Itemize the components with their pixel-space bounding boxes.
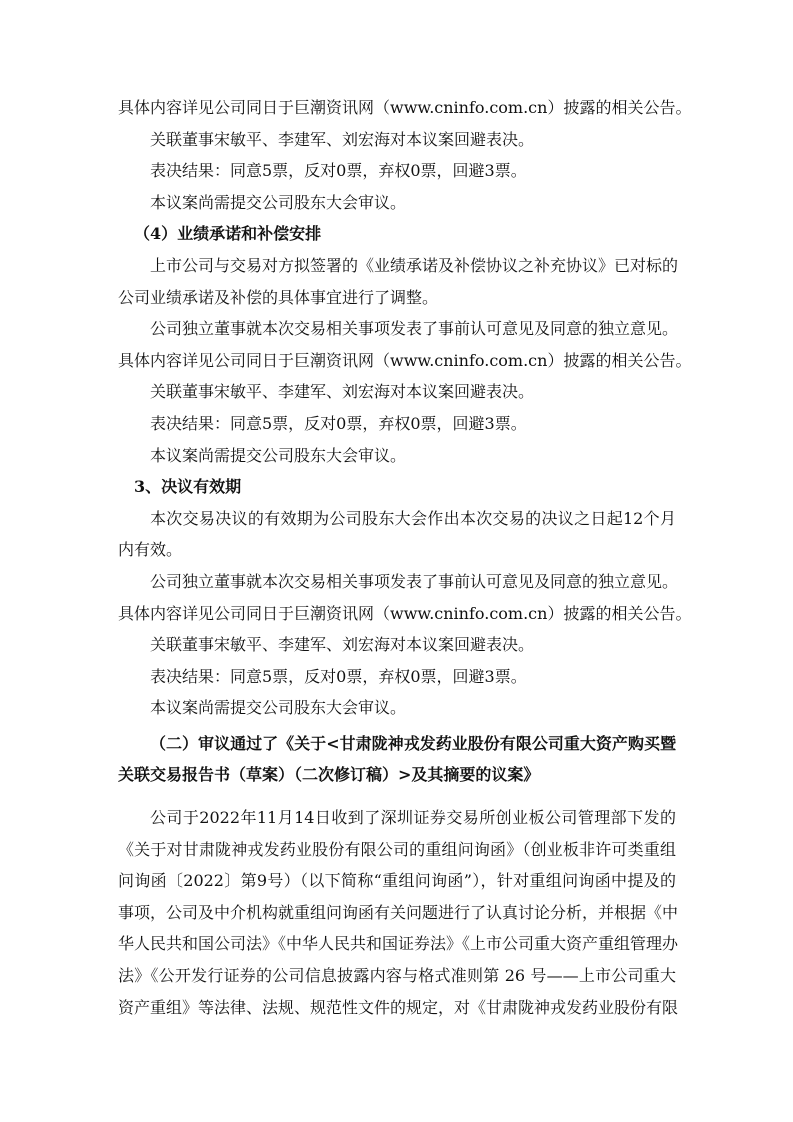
text-line: 表决结果：同意5票，反对0票，弃权0票，回避3票。 xyxy=(150,666,527,686)
text-line: 本议案尚需提交公司股东大会审议。 xyxy=(150,192,407,212)
text-line: 上市公司与交易对方拟签署的《业绩承诺及补偿协议之补充协议》已对标的 xyxy=(150,255,679,275)
text-line: 关联董事宋敏平、李建军、刘宏海对本议案回避表决。 xyxy=(150,129,535,149)
text-line: 法》《公开发行证券的公司信息披露内容与格式准则第 26 号——上市公司重大 xyxy=(118,966,676,986)
text-line: 公司独立董事就本次交易相关事项发表了事前认可意见及同意的独立意见。 xyxy=(150,319,679,339)
text-line: 本议案尚需提交公司股东大会审议。 xyxy=(150,445,407,465)
text-line: 问询函〔2022〕第9号）（以下简称“重组问询函”），针对重组问询函中提及的 xyxy=(118,871,676,891)
text-line: 表决结果：同意5票，反对0票，弃权0票，回避3票。 xyxy=(150,413,527,433)
text-line: 公司业绩承诺及补偿的具体事宜进行了调整。 xyxy=(118,287,439,307)
text-line: 具体内容详见公司同日于巨潮资讯网（www.cninfo.com.cn）披露的相关公告。 xyxy=(118,350,692,370)
heading-line: 3、决议有效期 xyxy=(134,477,242,497)
heading-line: （二）审议通过了《关于<甘肃陇神戎发药业股份有限公司重大资产购买暨 xyxy=(150,733,676,753)
heading-line: （4）业绩承诺和补偿安排 xyxy=(134,224,322,244)
text-line: 华人民共和国公司法》《中华人民共和国证券法》《上市公司重大资产重组管理办 xyxy=(118,934,679,954)
text-line: 《关于对甘肃陇神戎发药业股份有限公司的重组问询函》（创业板非许可类重组 xyxy=(118,839,676,859)
text-line: 本议案尚需提交公司股东大会审议。 xyxy=(150,698,407,718)
text-line: 本次交易决议的有效期为公司股东大会作出本次交易的决议之日起12个月 xyxy=(150,508,676,528)
text-line: 关联董事宋敏平、李建军、刘宏海对本议案回避表决。 xyxy=(150,635,535,655)
document-page xyxy=(118,92,692,1023)
text-line: 公司于2022年11月14日收到了深圳证券交易所创业板公司管理部下发的 xyxy=(150,808,676,828)
text-line: 关联董事宋敏平、李建军、刘宏海对本议案回避表决。 xyxy=(150,382,535,402)
text-line: 具体内容详见公司同日于巨潮资讯网（www.cninfo.com.cn）披露的相关公告。 xyxy=(118,98,692,117)
text-line: 具体内容详见公司同日于巨潮资讯网（www.cninfo.com.cn）披露的相关公告。 xyxy=(118,603,692,623)
heading-line: 关联交易报告书（草案）（二次修订稿）>及其摘要的议案》 xyxy=(118,765,540,785)
text-line: 内有效。 xyxy=(118,540,183,560)
text-line: 表决结果：同意5票，反对0票，弃权0票，回避3票。 xyxy=(150,161,527,181)
text-line: 事项，公司及中介机构就重组问询函有关问题进行了认真讨论分析，并根据《中 xyxy=(118,902,679,922)
text-line: 资产重组》等法律、法规、规范性文件的规定，对《甘肃陇神戎发药业股份有限 xyxy=(118,997,679,1017)
text-line: 公司独立董事就本次交易相关事项发表了事前认可意见及同意的独立意见。 xyxy=(150,571,679,591)
